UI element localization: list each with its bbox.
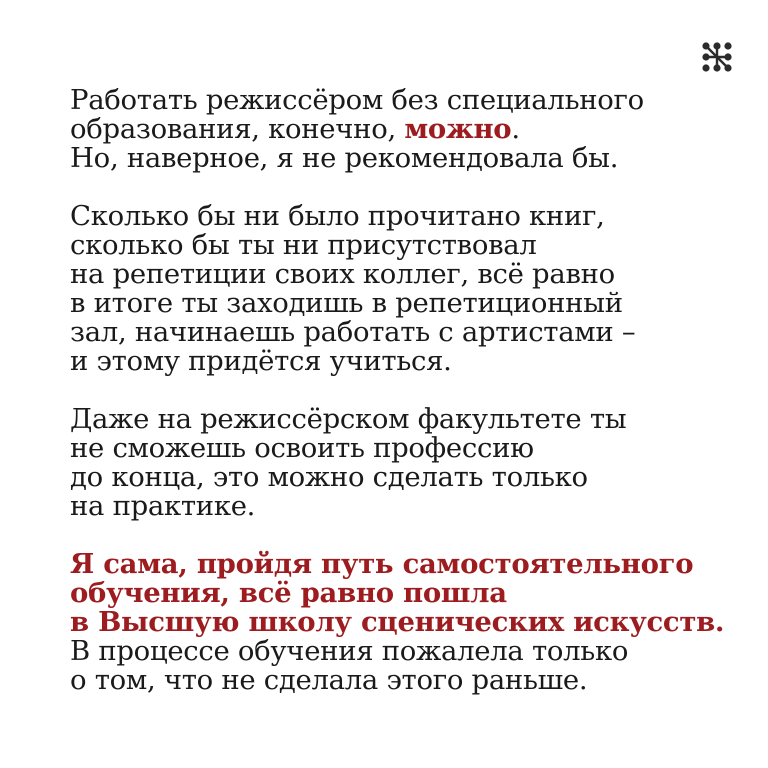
text-line: на репетиции своих коллег, всё равно (70, 258, 615, 290)
text-line (70, 115, 730, 144)
text-line: не сможешь освоить профессию (70, 432, 534, 464)
main-text (70, 86, 730, 724)
text-fragment: образования, конечно, (70, 113, 405, 145)
text-line: зал, начинаешь работать с артистами – (70, 316, 636, 348)
text-line: до конца, это можно сделать только (70, 461, 588, 493)
text-line: и этому придётся учиться. (70, 345, 452, 377)
paragraph-faculty (70, 405, 730, 521)
paragraph-intro (70, 86, 730, 173)
paragraph-personal (70, 550, 730, 695)
highlight-line: Я сама, пройдя путь самостоятельного (70, 548, 694, 580)
highlight-line: в Высшую школу сценических искусств. (70, 606, 725, 638)
text-line: В процессе обучения пожалела только (70, 635, 629, 667)
text-line: Работать режиссёром без специального (70, 84, 644, 116)
molecule-logo-icon (700, 40, 734, 74)
text-line: о том, что не сделала этого раньше. (70, 664, 588, 696)
text-fragment: . (511, 113, 520, 145)
text-line: Сколько бы ни было прочитано книг, (70, 200, 605, 232)
text-line: сколько бы ты ни присутствовал (70, 229, 537, 261)
highlight-line: обучения, всё равно пошла (70, 577, 507, 609)
highlight-word: можно (404, 113, 512, 145)
text-line: Даже на режиссёрском факультете ты (70, 403, 627, 435)
text-line: Но, наверное, я не рекомендовала бы. (70, 142, 619, 174)
text-line: в итоге ты заходишь в репетиционный (70, 287, 623, 319)
paragraph-books (70, 202, 730, 376)
text-line: на практике. (70, 490, 256, 522)
